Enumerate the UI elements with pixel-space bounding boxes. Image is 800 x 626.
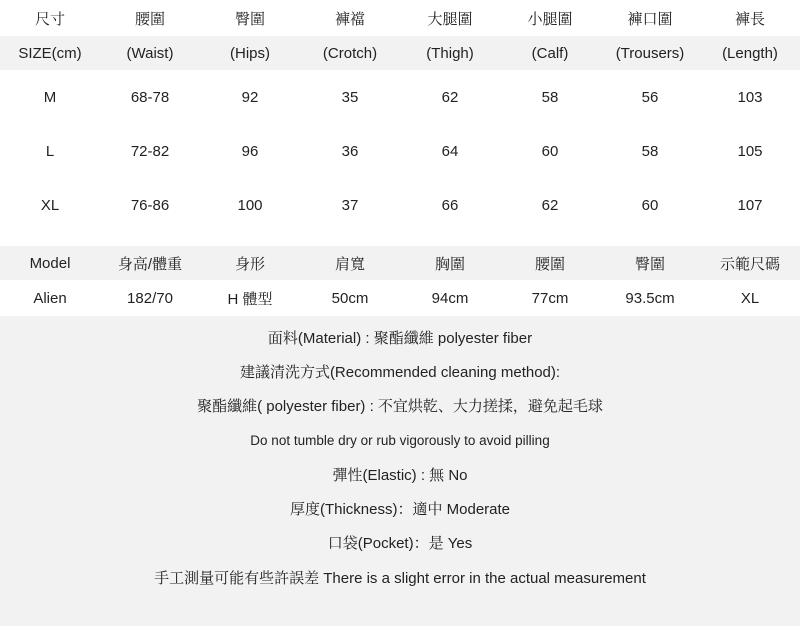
thickness-line: 厚度(Thickness)：適中 Moderate: [289, 501, 511, 519]
crotch-cell: 35: [341, 88, 359, 106]
header-en-calf: (Calf): [531, 44, 569, 62]
material-line: 面料(Material) : 聚酯纖維 polyester fiber: [267, 329, 533, 347]
crotch-cell: 36: [341, 142, 359, 160]
header-en-length: (Length): [722, 44, 778, 62]
cleaning-cn-line: 聚酯纖維( polyester fiber) : 不宜烘乾、大力搓揉，避免起毛球: [197, 398, 603, 416]
thigh-cell: 66: [441, 196, 459, 214]
header-en-thigh: (Thigh): [426, 44, 474, 62]
calf-cell: 58: [541, 88, 559, 106]
size-cell: XL: [40, 196, 60, 214]
hips-cell: 96: [241, 142, 259, 160]
header-en-size: SIZE(cm): [18, 44, 82, 62]
model-header-size-worn: 示範尺碼: [719, 255, 780, 273]
model-row: [0, 280, 800, 316]
thigh-cell: 64: [441, 142, 459, 160]
size-cell: M: [43, 88, 57, 106]
header-cn-crotch: 褲襠: [334, 10, 365, 28]
hips-cell: 100: [237, 196, 263, 214]
trousers-cell: 56: [641, 88, 659, 106]
length-cell: 107: [737, 196, 763, 214]
model-header-model: Model: [29, 254, 71, 272]
header-en-waist: (Waist): [126, 44, 174, 62]
waist-cell: 72-82: [130, 142, 170, 160]
model-name: Alien: [33, 289, 67, 307]
model-header-body-shape: 身形: [234, 255, 265, 273]
crotch-cell: 37: [341, 196, 359, 214]
trousers-cell: 58: [641, 142, 659, 160]
size-header-en-row: [0, 36, 800, 70]
calf-cell: 62: [541, 196, 559, 214]
calf-cell: 60: [541, 142, 559, 160]
model-size-worn: XL: [740, 289, 760, 307]
header-cn-thigh: 大腿圍: [427, 10, 473, 28]
header-cn-length: 褲長: [734, 10, 765, 28]
table-row: [0, 124, 800, 178]
waist-cell: 76-86: [130, 196, 170, 214]
header-cn-hips: 臀圍: [234, 10, 265, 28]
header-en-hips: (Hips): [230, 44, 270, 62]
header-cn-trousers: 褲口圍: [627, 10, 673, 28]
header-cn-waist: 腰圍: [134, 10, 165, 28]
header-en-trousers: (Trousers): [615, 44, 685, 62]
model-header-waist: 腰圍: [534, 255, 565, 273]
cleaning-heading: 建議清洗方式(Recommended cleaning method):: [239, 363, 561, 381]
table-row: [0, 70, 800, 124]
size-header-cn-row: [0, 0, 800, 36]
cleaning-en-line: Do not tumble dry or rub vigorously to avoid pilling: [250, 432, 550, 448]
hips-cell: 92: [241, 88, 259, 106]
model-body-shape: H 體型: [227, 290, 273, 308]
elastic-line: 彈性(Elastic) : 無 No: [332, 466, 468, 484]
size-cell: L: [45, 142, 55, 160]
model-shoulder: 50cm: [331, 289, 369, 307]
model-header-hips: 臀圍: [634, 255, 665, 273]
thigh-cell: 62: [441, 88, 459, 106]
model-chest: 94cm: [431, 289, 469, 307]
trousers-cell: 60: [641, 196, 659, 214]
model-waist: 77cm: [531, 289, 569, 307]
model-hips: 93.5cm: [625, 289, 675, 307]
header-cn-calf: 小腿圍: [527, 10, 573, 28]
model-header-shoulder: 肩寬: [334, 255, 365, 273]
pocket-line: 口袋(Pocket)：是 Yes: [327, 535, 473, 553]
waist-cell: 68-78: [130, 88, 170, 106]
length-cell: 103: [737, 88, 763, 106]
model-header-chest: 胸圍: [434, 255, 465, 273]
length-cell: 105: [737, 142, 763, 160]
model-header-height-weight: 身高/體重: [117, 255, 183, 273]
header-cn-size: 尺寸: [34, 10, 65, 28]
table-row: [0, 178, 800, 232]
header-en-crotch: (Crotch): [322, 44, 378, 62]
model-header-row: [0, 246, 800, 280]
product-details: [0, 316, 800, 626]
measurement-error-note: 手工測量可能有些許誤差 There is a slight error in the actual measurement: [154, 569, 646, 587]
model-height-weight: 182/70: [127, 289, 173, 307]
